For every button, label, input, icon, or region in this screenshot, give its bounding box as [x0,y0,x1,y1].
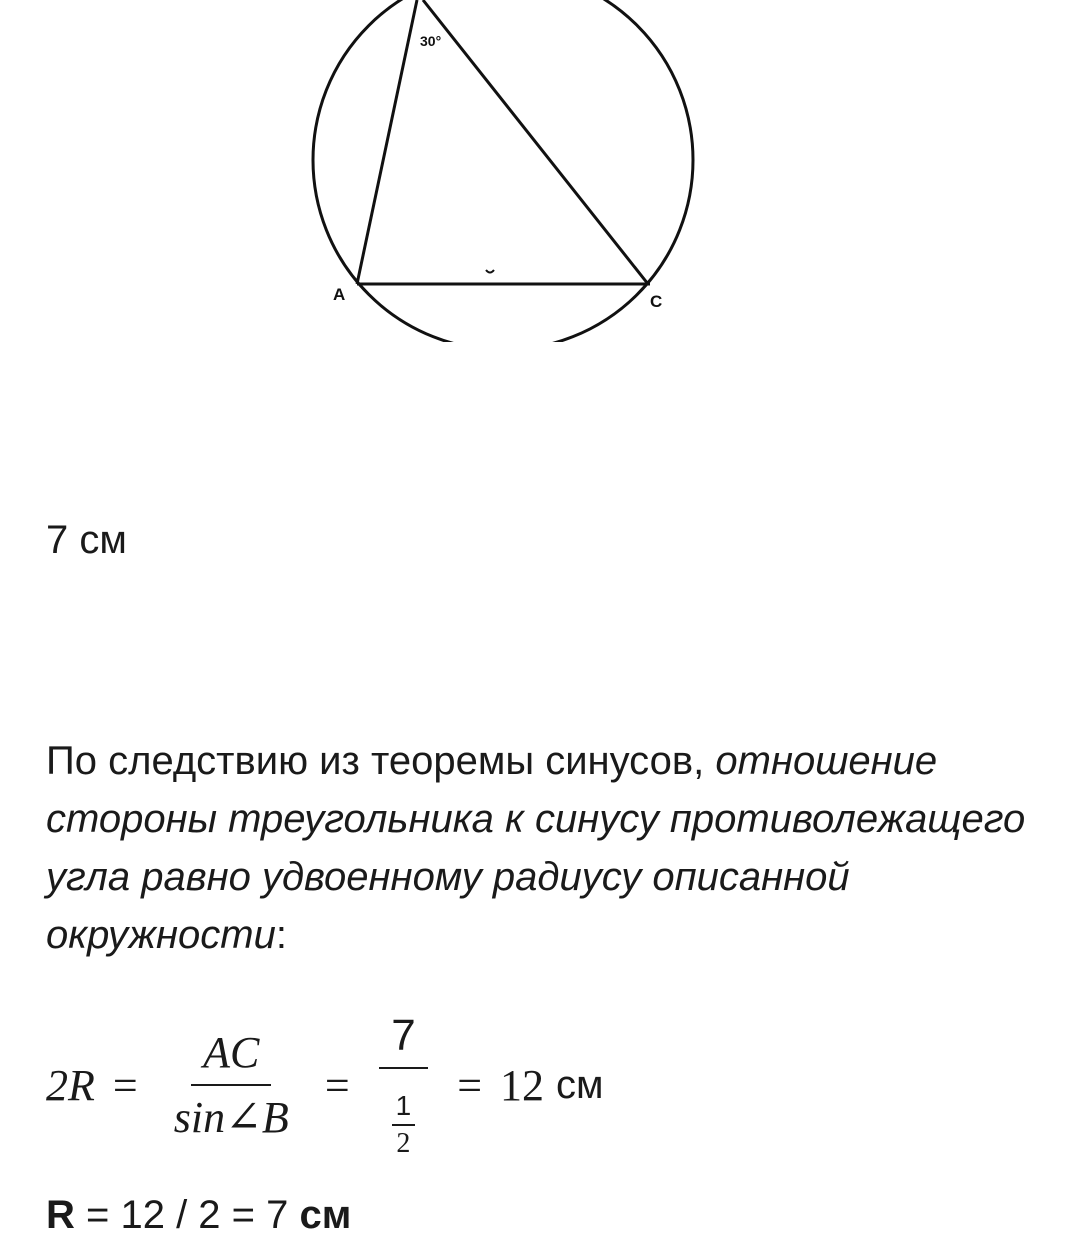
circumscribed-circle [313,0,693,350]
formula-value-fraction [374,1011,434,1160]
triangle-circle-diagram [0,0,1080,360]
side-bc [423,0,648,284]
side-ab [357,0,417,284]
formula-result-units: см [556,1062,604,1107]
result-value: 7 [266,1193,289,1237]
formula-half-numerator: 1 [392,1090,416,1126]
angle-label: 30° [420,33,442,49]
vertex-a-label: A [333,285,346,304]
formula-ratio [162,1027,301,1143]
formula-ratio-numerator: AC [191,1027,271,1086]
explanation-theorem: отношение стороны треугольника к синусу противолежащего угла равно удвоенному радиусу описанной окружности [46,739,1026,957]
result-letter: R [46,1193,75,1237]
formula-lhs: 2R [46,1060,95,1110]
formula-result-value: 12 [500,1060,545,1110]
vertex-c-label: C [650,292,663,311]
answer-text: 7 см [46,518,127,562]
formula-half [392,1090,416,1160]
explanation-tail: : [275,913,287,957]
radius-result [46,1190,351,1240]
result-units: см [288,1193,352,1237]
formula-value-denominator [374,1069,434,1160]
explanation-paragraph [46,732,1046,964]
formula-value-numerator: 7 [379,1011,427,1069]
midpoint-mark [486,270,494,273]
formula-half-denominator: 2 [396,1127,411,1159]
explanation-lead: По следствию из теоремы синусов, [46,739,705,783]
result-expression: = 12 / 2 = [74,1193,267,1237]
formula-eq2: = [324,1060,350,1110]
formula-ratio-denominator: sin∠B [173,1093,289,1142]
formula-eq1: = [112,1060,138,1110]
sine-theorem-formula [46,1010,604,1160]
formula-eq3: = [457,1060,483,1110]
